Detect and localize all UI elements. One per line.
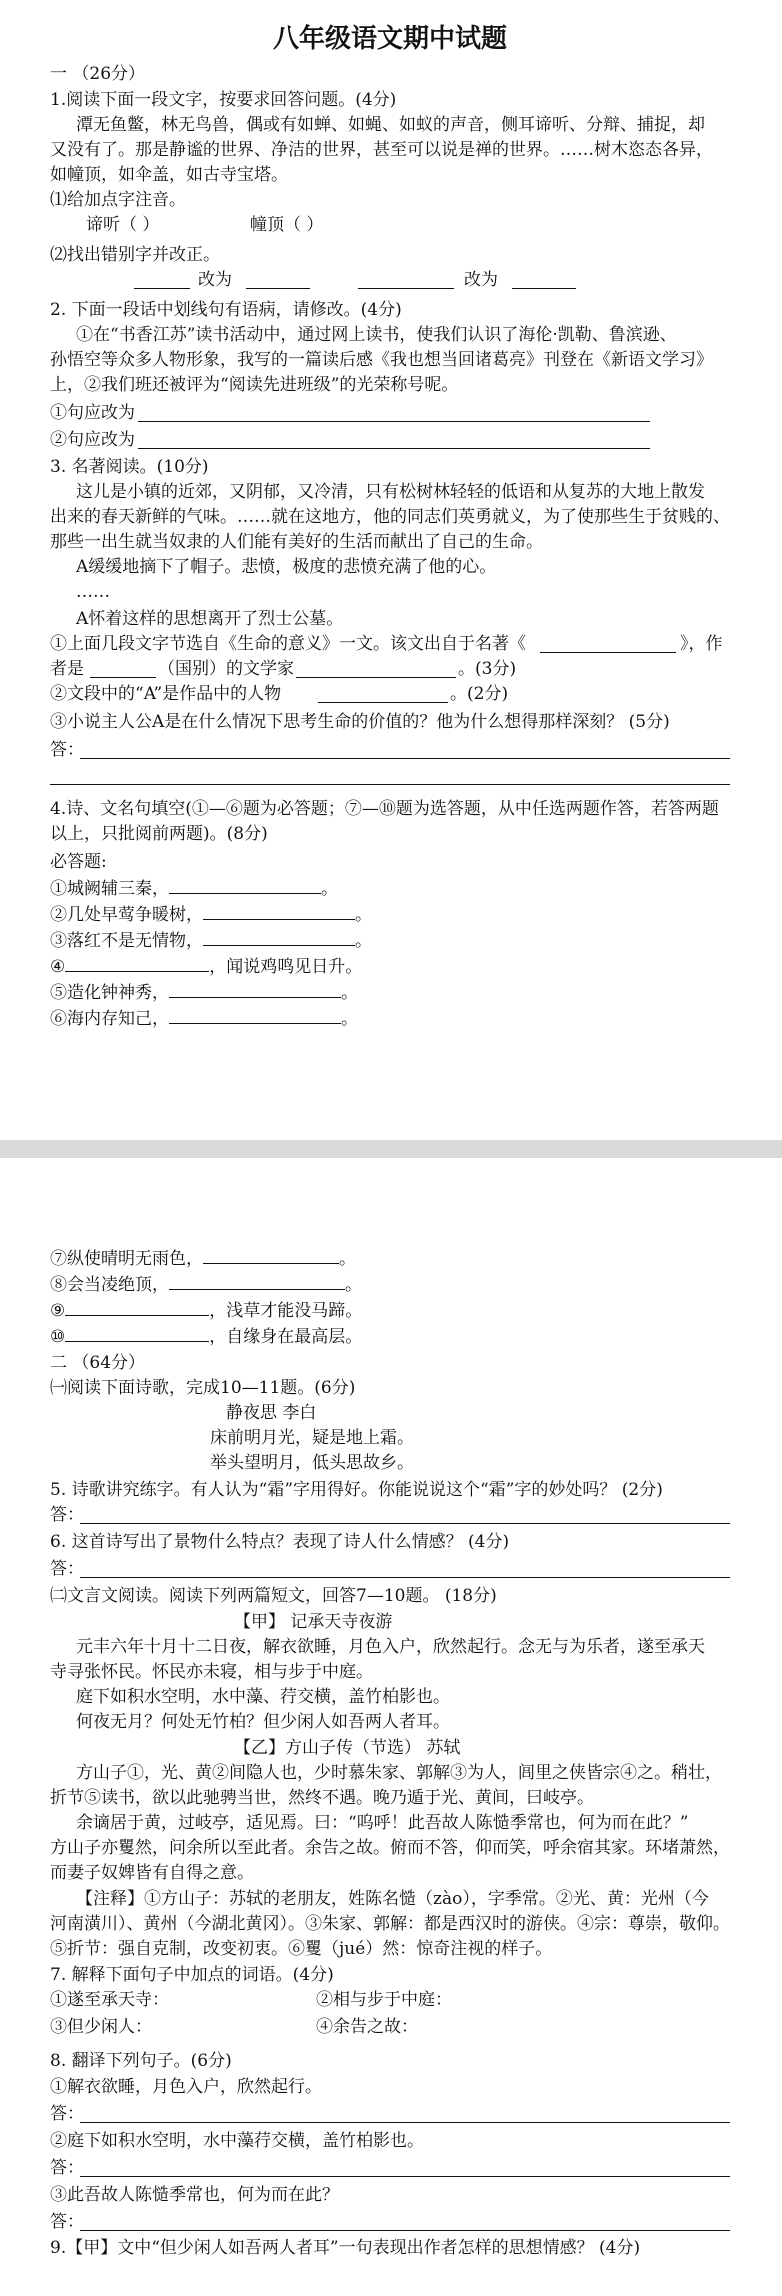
- period: 。: [345, 1275, 362, 1295]
- fill-blank[interactable]: [65, 1298, 209, 1316]
- text-jia-line: 何夜无月？何处无竹柏？但少闲人如吾两人者耳。: [76, 1712, 450, 1732]
- q3-sub1-a: ①上面几段文字节选自《生命的意义》一文。该文出自于名著《: [50, 634, 526, 654]
- q4-item-num: ⑩: [50, 1327, 66, 1347]
- answer-line[interactable]: [80, 1523, 730, 1524]
- q7-item-b: ②相与步于中庭：: [316, 1990, 452, 2010]
- q5-stem: 5. 诗歌讲究练字。有人认为“霜”字用得好。你能说说这个“霜”字的妙处吗？ (2分): [50, 1480, 663, 1500]
- q4-item-num: ⑨: [50, 1301, 66, 1321]
- q1-sub2: ⑵找出错别字并改正。: [50, 245, 220, 265]
- q4-item-text: ，浅草才能没马蹄。: [209, 1301, 363, 1321]
- q4-item-10: [50, 1324, 362, 1349]
- poem-intro: ㈠阅读下面诗歌，完成10—11题。(6分): [50, 1378, 356, 1398]
- q4-item-9: [50, 1298, 362, 1323]
- answer-line[interactable]: [80, 1577, 730, 1578]
- answer-label: 答：: [50, 2212, 84, 2232]
- q1-passage-line: 又没有了。那是静谧的世界、净洁的世界，甚至可以说是禅的世界。……树木恣态各异，: [50, 140, 713, 160]
- q3-sub1-c: 者是: [50, 659, 84, 679]
- q4-item-8: [50, 1272, 362, 1297]
- fill-blank[interactable]: [169, 980, 341, 998]
- section-1-heading: 一 （26分）: [50, 64, 146, 84]
- q4-item-6: [50, 1006, 358, 1031]
- q4-item-7: [50, 1246, 356, 1271]
- q7-item-c: ③但少闲人：: [50, 2017, 152, 2037]
- q1-fix-a: 改为: [198, 270, 232, 290]
- fill-blank[interactable]: [203, 928, 355, 946]
- text-jia-line: 元丰六年十月十二日夜，解衣欲睡，月色入户，欣然起行。念无与为乐者，遂至承天: [76, 1637, 705, 1657]
- q2-answer-2: ②句应改为: [50, 430, 135, 450]
- q4-item-4: [50, 954, 362, 979]
- period: 。: [339, 1249, 356, 1269]
- poem-title: 静夜思 李白: [226, 1403, 317, 1423]
- answer-label: 答：: [50, 2104, 84, 2124]
- q7-stem: 7. 解释下面句子中加点的词语。(4分): [50, 1965, 334, 1985]
- fill-blank[interactable]: [169, 1272, 345, 1290]
- fill-blank[interactable]: [203, 902, 355, 920]
- q3-sub2-a: ②文段中的“A”是作品中的人物: [50, 684, 282, 704]
- answer-label: 答：: [50, 740, 84, 760]
- q3-passage-line: A缓缓地摘下了帽子。悲愤，极度的悲愤充满了他的心。: [76, 557, 497, 577]
- fill-blank[interactable]: [169, 1006, 341, 1024]
- text-jia-line: 庭下如积水空明，水中藻、荇交横，盖竹柏影也。: [76, 1687, 450, 1707]
- answer-line[interactable]: [80, 2230, 730, 2231]
- poem-line: 床前明月光，疑是地上霜。: [210, 1428, 414, 1448]
- q1-pinyin-b: 幢顶（ ）: [250, 215, 324, 235]
- q7-item-d: ④余告之故：: [316, 2017, 418, 2037]
- period: 。: [341, 1009, 358, 1029]
- q3-passage-line: 这儿是小镇的近郊，又阴郁，又冷清，只有松树林轻轻的低语和从复苏的大地上散发: [76, 482, 705, 502]
- answer-line[interactable]: [138, 448, 650, 449]
- fill-blank[interactable]: [65, 954, 209, 972]
- page-title: 八年级语文期中试题: [272, 24, 507, 54]
- q4-item-1: [50, 876, 338, 901]
- q8-stem: 8. 翻译下列句子。(6分): [50, 2051, 232, 2071]
- q3-sub3: ③小说主人公A是在什么情况下思考生命的价值的？他为什么想得那样深刻？ (5分): [50, 712, 670, 732]
- text-yi-title: 【乙】方山子传（节选） 苏轼: [234, 1738, 461, 1758]
- text-yi-line: 方山子①，光、黄②间隐人也，少时慕朱家、郭解③为人，闾里之侠皆宗④之。稍壮，: [76, 1763, 722, 1783]
- blank-line[interactable]: [358, 288, 454, 289]
- q3-sub1-b: 》，作: [680, 634, 723, 654]
- period: 。: [321, 879, 338, 899]
- exam-page-1: [0, 0, 782, 1140]
- q1-pinyin-a: 谛听（ ）: [86, 215, 160, 235]
- text-jia-title: 【甲】 记承天寺夜游: [234, 1612, 393, 1632]
- period: 。: [355, 931, 372, 951]
- blank-line[interactable]: [134, 288, 190, 289]
- q3-stem: 3. 名著阅读。(10分): [50, 457, 209, 477]
- blank-line[interactable]: [540, 652, 676, 653]
- answer-line[interactable]: [80, 758, 730, 759]
- blank-line[interactable]: [246, 288, 310, 289]
- period: 。: [341, 983, 358, 1003]
- q4-item-text: ⑧会当凌绝顶，: [50, 1275, 169, 1295]
- q1-fix-b: 改为: [464, 270, 498, 290]
- q1-passage-line: 潭无鱼鳖，林无鸟兽，偶或有如蝉、如蝇、如蚁的声音，侧耳谛听、分辩、捕捉，却: [76, 115, 705, 135]
- q1-stem: 1.阅读下面一段文字，按要求回答问题。(4分): [50, 90, 397, 110]
- q4-item-5: [50, 980, 358, 1005]
- fill-blank[interactable]: [65, 1324, 209, 1342]
- q3-sub2-b: 。(2分): [450, 684, 509, 704]
- answer-line[interactable]: [80, 2176, 730, 2177]
- q4-item-text: ⑥海内存知己，: [50, 1009, 169, 1029]
- q2-passage-line: 孙悟空等众多人物形象，我写的一篇读后感《我也想当回诸葛亮》刊登在《新语文学习》: [50, 350, 713, 370]
- q4-item-text: ③落红不是无情物，: [50, 931, 203, 951]
- blank-line[interactable]: [296, 677, 456, 678]
- answer-label: 答：: [50, 2158, 84, 2178]
- classical-intro: ㈡文言文阅读。阅读下列两篇短文，回答7—10题。 (18分): [50, 1586, 497, 1606]
- q3-passage-line: 出来的春天新鲜的气味。……就在这地方，他的同志们英勇就义，为了使那些生于贫贱的、: [50, 507, 730, 527]
- q8-item-a: ①解衣欲睡，月色入户，欣然起行。: [50, 2077, 322, 2097]
- answer-line[interactable]: [138, 421, 650, 422]
- q4-item-text: ⑦纵使晴明无雨色，: [50, 1249, 203, 1269]
- q2-answer-1: ①句应改为: [50, 403, 135, 423]
- q4-item-text: ⑤造化钟神秀，: [50, 983, 169, 1003]
- q3-passage-ellipsis: ……: [76, 582, 110, 602]
- q3-passage-line: A怀着这样的思想离开了烈士公墓。: [76, 609, 344, 629]
- q3-sub1-d: （国别）的文学家: [158, 659, 294, 679]
- q4-stem-line: 4.诗、文名句填空(①—⑥题为必答题；⑦—⑩题为选答题，从中任选两题作答，若答两题: [50, 799, 719, 819]
- annotation-line: 【注释】①方山子：苏轼的老朋友，姓陈名慥（zào），字季常。②光、黄：光州（今: [76, 1889, 709, 1909]
- q3-passage-line: 那些一出生就当奴隶的人们能有美好的生活而献出了自己的生命。: [50, 532, 543, 552]
- q8-item-b: ②庭下如积水空明，水中藻荇交横，盖竹柏影也。: [50, 2131, 424, 2151]
- q4-item-text: ，闻说鸡鸣见日升。: [209, 957, 363, 977]
- q9-stem: 9.【甲】文中“但少闲人如吾两人者耳”一句表现出作者怎样的思想情感？ (4分): [50, 2238, 641, 2258]
- q2-passage-line: ①在“书香江苏”读书活动中，通过网上读书，使我们认识了海伦·凯勒、鲁滨逊、: [76, 325, 677, 345]
- poem-line: 举头望明月，低头思故乡。: [210, 1453, 414, 1473]
- text-yi-line: 余谪居于黄，过岐亭，适见焉。曰：“呜呼！此吾故人陈慥季常也，何为而在此？”: [76, 1813, 689, 1833]
- fill-blank[interactable]: [169, 876, 321, 894]
- text-yi-line: 而妻子奴婢皆有自得之意。: [50, 1863, 254, 1883]
- q2-passage-line: 上，②我们班还被评为“阅读先进班级”的光荣称号呢。: [50, 375, 459, 395]
- text-yi-line: 折节⑤读书，欲以此驰骋当世，然终不遇。晚乃遁于光、黄间，曰岐亭。: [50, 1788, 594, 1808]
- q3-sub1-e: 。(3分): [458, 659, 517, 679]
- section-2-heading: 二 （64分）: [50, 1353, 146, 1373]
- exam-page-2: [0, 1158, 782, 2296]
- page-divider: [0, 1140, 782, 1158]
- q4-item-num: ④: [50, 957, 66, 977]
- period: 。: [355, 905, 372, 925]
- q4-required-label: 必答题:: [50, 852, 107, 872]
- q4-item-text: ①城阙辅三秦，: [50, 879, 169, 899]
- annotation-line: 河南潢川）、黄州（今湖北黄冈）。③朱家、郭解：都是西汉时的游侠。④宗：尊崇，敬仰。: [50, 1914, 730, 1934]
- text-yi-line: 方山子亦矍然，问余所以至此者。余告之故。俯而不答，仰而笑，呼余宿其家。环堵萧然，: [50, 1838, 730, 1858]
- fill-blank[interactable]: [203, 1246, 339, 1264]
- q7-item-a: ①遂至承天寺：: [50, 1990, 169, 2010]
- q4-item-text: ②几处早莺争暖树，: [50, 905, 203, 925]
- answer-line[interactable]: [80, 2122, 730, 2123]
- q2-stem: 2. 下面一段话中划线句有语病，请修改。(4分): [50, 300, 402, 320]
- text-jia-line: 寺寻张怀民。怀民亦未寝，相与步于中庭。: [50, 1662, 373, 1682]
- answer-label: 答：: [50, 1559, 84, 1579]
- q4-stem-line: 以上，只批阅前两题)。(8分): [50, 824, 268, 844]
- blank-line[interactable]: [512, 288, 576, 289]
- answer-label: 答：: [50, 1505, 84, 1525]
- q4-item-text: ，自缘身在最高层。: [209, 1327, 363, 1347]
- q1-passage-line: 如幢顶，如伞盖，如古寺宝塔。: [50, 165, 288, 185]
- q1-sub1: ⑴给加点字注音。: [50, 190, 186, 210]
- q8-item-c: ③此吾故人陈慥季常也，何为而在此？: [50, 2185, 339, 2205]
- answer-line[interactable]: [50, 784, 730, 785]
- q4-item-2: [50, 902, 372, 927]
- q6-stem: 6. 这首诗写出了景物什么特点？表现了诗人什么情感？ (4分): [50, 1532, 510, 1552]
- annotation-line: ⑤折节：强自克制，改变初衷。⑥矍（jué）然：惊奇注视的样子。: [50, 1939, 553, 1959]
- blank-line[interactable]: [90, 677, 156, 678]
- blank-line[interactable]: [318, 702, 448, 703]
- q4-item-3: [50, 928, 372, 953]
